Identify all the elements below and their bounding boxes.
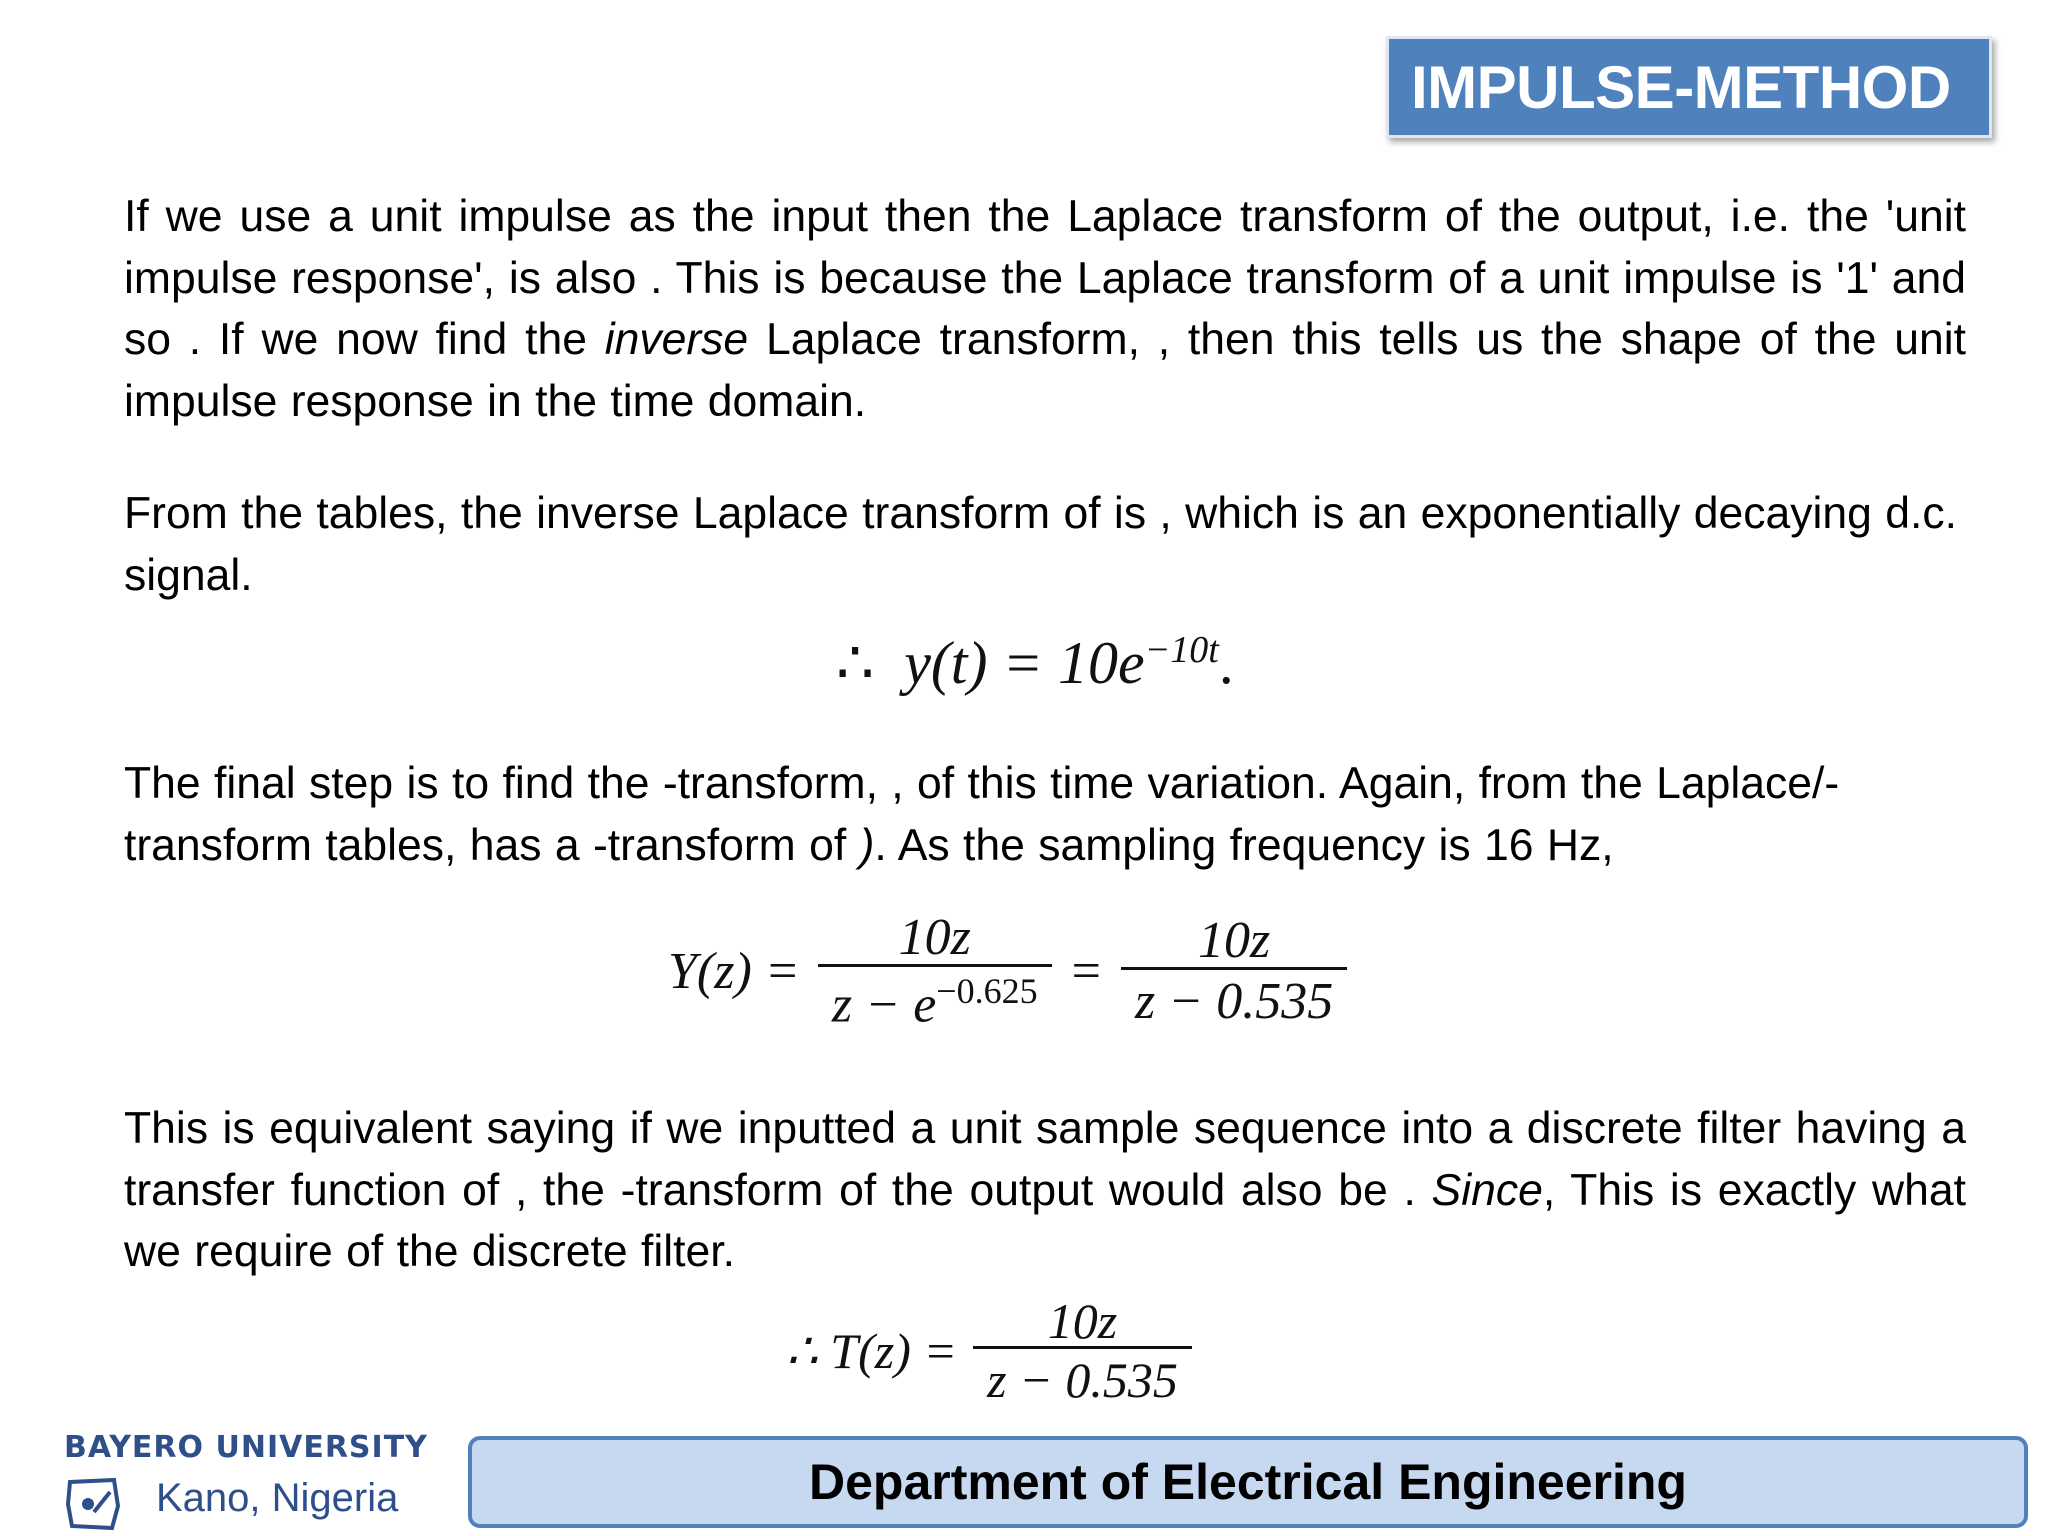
- paragraph-intro: If we use a unit impulse as the input then the Laplace transform of the output, i.e. the 'unit impulse response', is also . This is because the Laplace transform of a unit impulse is '1' and so . If we now find the inverse Laplace transform, , then this tells us the shape of the unit impulse response in the time domain.: [124, 192, 1966, 426]
- paragraph-inverse-laplace: From the tables, the inverse Laplace transform of is , which is an exponentially decaying d.c. signal.: [124, 489, 1958, 600]
- department-banner: [468, 1436, 2028, 1528]
- paragraph-z-transform: The final step is to find the -transform, , of this time variation. Again, from the Laplace/-transform tables, has a -transform of ). As the sampling frequency is 16 Hz,: [124, 759, 1840, 870]
- paragraph-equivalence: This is equivalent saying if we inputted a unit sample sequence into a discrete filter having a transfer function of , the -transform of the output would also be . Since, This is exactly what we require of the discrete filter.: [124, 1104, 1966, 1276]
- university-name: BAYERO UNIVERSITY: [64, 1430, 428, 1465]
- university-logo: [60, 1428, 460, 1528]
- equation-y-of-z: Y(z) = $\frac{10z}{z - e^{-0.625}}$ = $\frac{10z}{z - 0.535}$: [668, 912, 1347, 1031]
- equation-t-of-z: ∴ T(z) = $\frac{10z}{z - 0.535}$: [786, 1296, 1192, 1405]
- university-location: Kano, Nigeria: [156, 1476, 399, 1520]
- university-seal-icon: [64, 1476, 122, 1532]
- equation-y-of-t: ∴ $y(t) = 10e^{-10t}$.: [836, 629, 1234, 696]
- fraction-t-z: $\frac{10z}{z - 0.535}$: [973, 1296, 1192, 1405]
- fraction-y-z-first: $\frac{10z}{z - e^{-0.625}}$: [818, 912, 1052, 1031]
- fraction-y-z-second: $\frac{10z}{z - 0.535}$: [1121, 915, 1347, 1028]
- department-name: Department of Electrical Engineering: [809, 1454, 1687, 1510]
- slide-title: IMPULSE-METHOD: [1411, 53, 1951, 121]
- slide-title-box: [1386, 36, 1992, 138]
